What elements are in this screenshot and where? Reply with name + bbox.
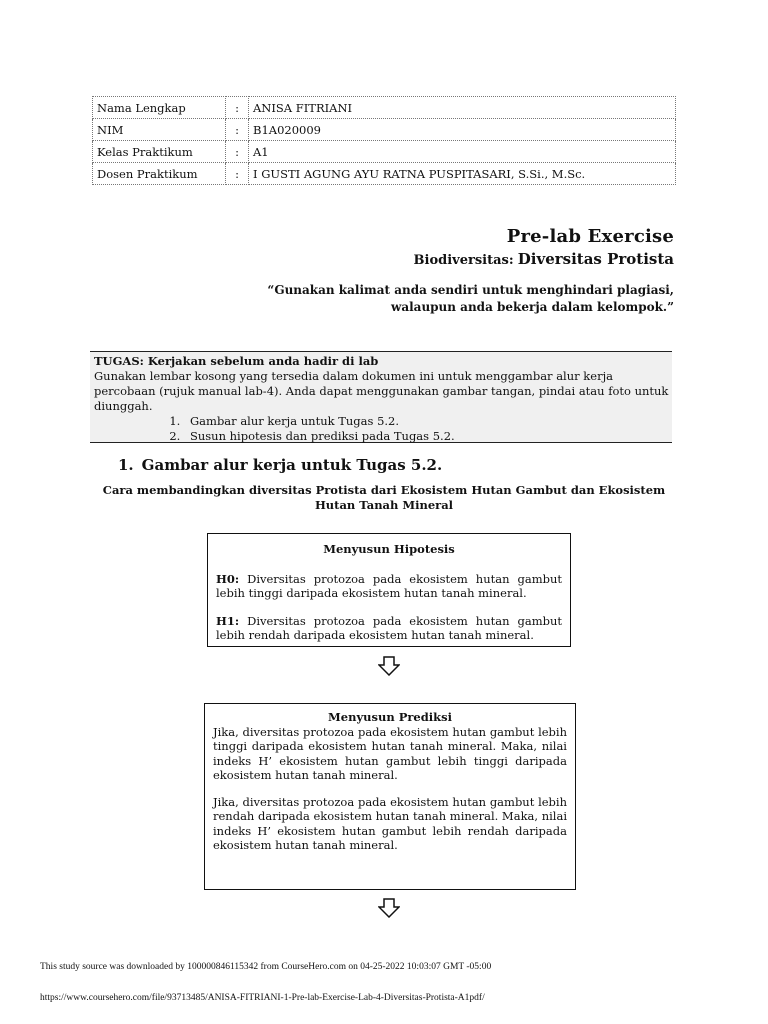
table-row <box>93 97 676 119</box>
task-heading: TUGAS: Kerjakan sebelum anda hadir di lab <box>94 354 379 368</box>
info-separator: : <box>226 97 249 119</box>
table-row <box>93 119 676 141</box>
page-title: Pre-lab Exercise <box>506 226 674 247</box>
prediction-title: Menyusun Prediksi <box>328 710 452 724</box>
hypothesis-h1 <box>216 614 562 643</box>
hypothesis-h0 <box>216 572 562 601</box>
info-value: A1 <box>249 141 676 163</box>
info-label: Kelas Praktikum <box>93 141 226 163</box>
subtitle-topic: Diversitas Protista <box>517 250 674 268</box>
info-separator: : <box>226 119 249 141</box>
instruction-quote <box>254 282 674 316</box>
section-heading <box>118 456 442 474</box>
source-url[interactable]: https://www.coursehero.com/file/93713485/ANISA-FITRIANI-1-Pre-lab-Exercise-Lab-4-Diversitas-Protista-A1pdf/ <box>40 993 485 1003</box>
student-info-table <box>92 96 676 185</box>
section-title: Gambar alur kerja untuk Tugas 5.2. <box>141 456 443 474</box>
down-arrow-icon <box>378 656 400 676</box>
task-list <box>94 414 672 444</box>
prediction-paragraph: Jika, diversitas protozoa pada ekosistem hutan gambut lebih rendah daripada ekosistem hutan tanah mineral. Maka, nilai indeks H’ ekosistem hutan gambut lebih rendah daripada ekosistem hutan tanah mineral. <box>213 794 567 852</box>
info-label: NIM <box>93 119 226 141</box>
list-item: 2. Susun hipotesis dan prediksi pada Tugas 5.2. <box>184 429 672 444</box>
page-subtitle <box>414 250 674 268</box>
flow-caption: Cara membandingkan diversitas Protista dari Ekosistem Hutan Gambut dan Ekosistem Hutan Tanah Mineral <box>102 483 666 512</box>
task-box <box>90 351 672 443</box>
down-arrow-icon <box>378 898 400 918</box>
task-body: Gunakan lembar kosong yang tersedia dalam dokumen ini untuk menggambar alur kerja percobaan (rujuk manual lab-4). Anda dapat menggunakan gambar tangan, pindai atau foto untuk diunggah. <box>94 369 669 413</box>
prediction-box <box>204 703 576 890</box>
table-row <box>93 141 676 163</box>
info-value: I GUSTI AGUNG AYU RATNA PUSPITASARI, S.Si., M.Sc. <box>249 163 676 185</box>
h0-label: H0: <box>216 571 240 586</box>
table-row <box>93 163 676 185</box>
section-number: 1. <box>118 456 134 474</box>
info-separator: : <box>226 163 249 185</box>
h0-text: Diversitas protozoa pada ekosistem hutan gambut lebih tinggi daripada ekosistem hutan tanah mineral. <box>216 571 562 600</box>
info-label: Nama Lengkap <box>93 97 226 119</box>
info-value: ANISA FITRIANI <box>249 97 676 119</box>
h1-label: H1: <box>216 613 240 628</box>
prediction-paragraph: Jika, diversitas protozoa pada ekosistem hutan gambut lebih tinggi daripada ekosistem hutan tanah mineral. Maka, nilai indeks H’ ekosistem hutan gambut lebih tinggi daripada ekosistem hutan tanah mineral. <box>213 724 567 782</box>
subtitle-lead: Biodiversitas: <box>413 253 514 268</box>
list-item: 1. Gambar alur kerja untuk Tugas 5.2. <box>184 414 672 429</box>
info-separator: : <box>226 141 249 163</box>
hypothesis-title: Menyusun Hipotesis <box>323 542 455 556</box>
quote-line: walaupun anda bekerja dalam kelompok.” <box>391 300 674 314</box>
info-value: B1A020009 <box>249 119 676 141</box>
download-note: This study source was downloaded by 100000846115342 from CourseHero.com on 04-25-2022 10:03:07 GMT -05:00 <box>40 962 492 972</box>
h1-text: Diversitas protozoa pada ekosistem hutan gambut lebih rendah daripada ekosistem hutan tanah mineral. <box>216 613 562 642</box>
info-label: Dosen Praktikum <box>93 163 226 185</box>
hypothesis-box <box>207 533 571 647</box>
quote-line: “Gunakan kalimat anda sendiri untuk menghindari plagiasi, <box>267 283 674 297</box>
